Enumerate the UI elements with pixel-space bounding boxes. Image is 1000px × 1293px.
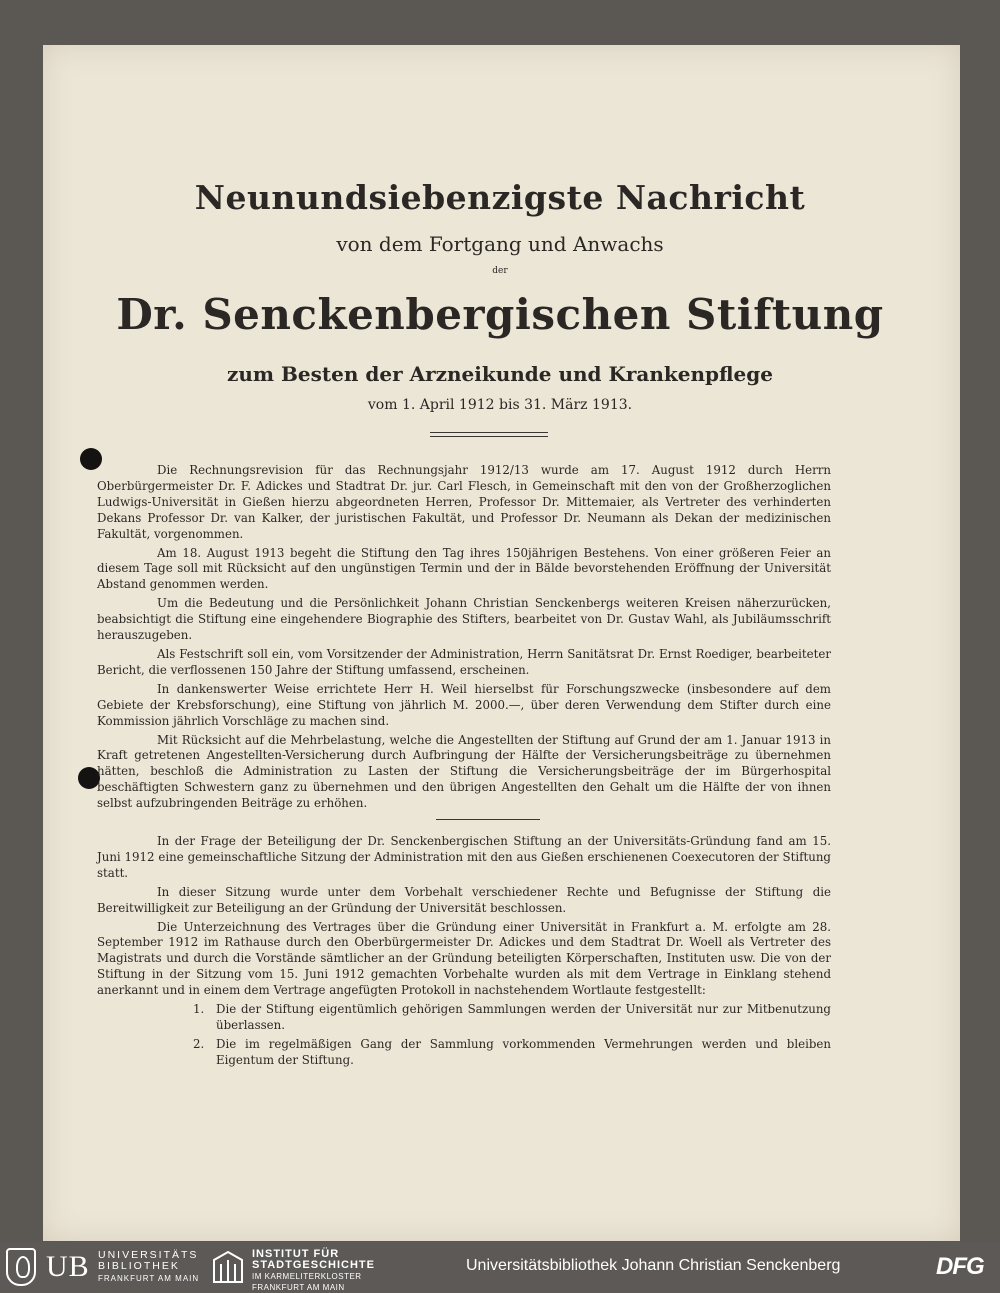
paragraph-weil-foundation: In dankenswerter Weise errichtete Herr H. Weil hierselbst für Forschungszwecke (insbesondere auf dem Gebiete der Krebsforschung), eine Stiftung von jährlich M. 2000.—, über deren Verwendung dem Stifter durch eine Kommission jährlich Vorschläge zu machen sind. — [97, 681, 831, 728]
isg-line-1: INSTITUT FÜR — [252, 1248, 340, 1260]
document-title: Neunundsiebenzigste Nachricht — [194, 178, 806, 217]
ub-crest-icon — [6, 1248, 36, 1286]
footer-bar — [0, 1242, 1000, 1292]
list-item — [169, 1037, 831, 1069]
report-period: vom 1. April 1912 bis 31. März 1913. — [367, 397, 633, 413]
paragraph-session: In dieser Sitzung wurde unter dem Vorbehalt verschiedener Rechte und Befugnisse der Stiftung die Bereitwilligkeit zur Beteiligung an der Gründung der Universität beschlossen. — [97, 884, 831, 915]
library-name: Universitätsbibliothek Johann Christian Senckenberg — [466, 1257, 841, 1274]
isg-line-4: FRANKFURT AM MAIN — [252, 1283, 345, 1292]
isg-building-icon — [212, 1250, 244, 1284]
dfg-logo: DFG — [936, 1253, 984, 1280]
list-item — [169, 1002, 831, 1034]
isg-line-3: IM KARMELITERKLOSTER — [252, 1272, 362, 1281]
list-item-text: Die der Stiftung eigentümlich gehörigen Sammlungen werden der Universität nur zur Mitbenutzung überlassen. — [216, 1002, 831, 1032]
report-section-1 — [97, 463, 831, 815]
list-item-number: 1. — [193, 1002, 205, 1017]
paragraph-biography: Um die Bedeutung und die Persönlichkeit Johann Christian Senckenbergs weiteren Kreisen näherzurücken, beabsichtigt die Stiftung eine eingehendere Biographie des Stifters, bearbeitet von Dr. Gustav Wahl, als Jubiläumsschrift herauszugeben. — [97, 596, 831, 643]
ub-line-1: UNIVERSITÄTS — [98, 1249, 199, 1261]
paragraph-insurance: Mit Rücksicht auf die Mehrbelastung, welche die Angestellten der Stiftung auf Grund der am 1. Januar 1913 in Kraft getretenen Angestellten-Versicherung durch Aufbringung der Hälfte der Versicherungsbeiträge zu übernehmen hätten, beschloß die Administration zu Lasten der Stiftung die Versicherungsbeiträge der im Bürgerhospital beschäftigten Schwestern ganz zu übernehmen und den übrigen Angestellten den Gehalt um die Hälfte der von ihnen selbst aufzubringenden Beiträge zu erhöhen. — [97, 732, 831, 811]
isg-logo-text — [252, 1249, 375, 1293]
ub-logo-mark: UB — [46, 1250, 90, 1283]
document-subtitle: von dem Fortgang und Anwachs — [336, 232, 664, 256]
list-item-number: 2. — [193, 1036, 205, 1051]
ub-line-3: FRANKFURT AM MAIN — [98, 1274, 200, 1283]
article-der: der — [492, 266, 508, 276]
ub-line-2: BIBLIOTHEK — [98, 1260, 180, 1272]
paragraph-revision: Die Rechnungsrevision für das Rechnungsjahr 1912/13 wurde am 17. August 1912 durch Herrn Oberbürgermeister Dr. F. Adickes und Stadtrat Dr. jur. Carl Flesch, in Gemeinschaft mit den von der Großherzoglichen Ludwigs-Universität in Gießen hierzu abgeordneten Herren, Professor Dr. Mittemaier, als Vertreter des verhinderten Dekans Professor Dr. van Kalker, der juristischen Fakultät, und Professor Dr. Neumann als Dekan der medizinischen Fakultät, vorgenommen. — [97, 463, 831, 541]
foundation-name: Dr. Senckenbergischen Stiftung — [116, 290, 884, 339]
report-section-2 — [97, 834, 831, 1072]
paragraph-university-question: In der Frage der Beteiligung der Dr. Senckenbergischen Stiftung an der Universitäts-Gründung fand am 15. Juni 1912 eine gemeinschaftliche Sitzung der Administration mit den aus Gießen erschienenen Coexecutoren der Stiftung statt. — [97, 834, 831, 880]
paragraph-festschrift: Als Festschrift soll ein, vom Vorsitzender der Administration, Herrn Sanitätsrat Dr. Ernst Roediger, bearbeiteter Bericht, die verflossenen 150 Jahre der Stiftung umfassend, erscheinen. — [97, 646, 831, 677]
section-divider — [436, 819, 540, 820]
isg-line-2: STADTGESCHICHTE — [252, 1259, 375, 1271]
ub-logo-text — [98, 1250, 199, 1284]
title-divider — [430, 432, 548, 437]
provisions-list — [97, 1002, 831, 1069]
paragraph-jubilee: Am 18. August 1913 begeht die Stiftung den Tag ihres 150jährigen Bestehens. Von einer größeren Feier an diesem Tage soll mit Rücksicht auf den ungünstigen Termin und der in Bälde bevorstehenden Eröffnung der Universität Abstand genommen werden. — [97, 545, 831, 592]
list-item-text: Die im regelmäßigen Gang der Sammlung vorkommenden Vermehrungen werden und bleiben Eigentum der Stiftung. — [216, 1036, 831, 1067]
paragraph-contract: Die Unterzeichnung des Vertrages über die Gründung einer Universität in Frankfurt a. M. erfolgte am 28. September 1912 im Rathause durch den Oberbürgermeister Dr. Adickes und dem Stadtrat Dr. Woell als Vertreter des Magistrats und durch die Vorstände sämtlicher an der Gründung beteiligten Körperschaften, Instituten usw. Die von der Stiftung in der Sitzung vom 15. Juni 1912 gemachten Vorbehalte wurden als mit dem Vertrage in Einklang stehend anerkannt und in einem dem Vertrage angefügten Protokoll in nachstehendem Wortlaute festgestellt: — [97, 919, 831, 998]
foundation-purpose: zum Besten der Arzneikunde und Krankenpflege — [226, 362, 773, 386]
